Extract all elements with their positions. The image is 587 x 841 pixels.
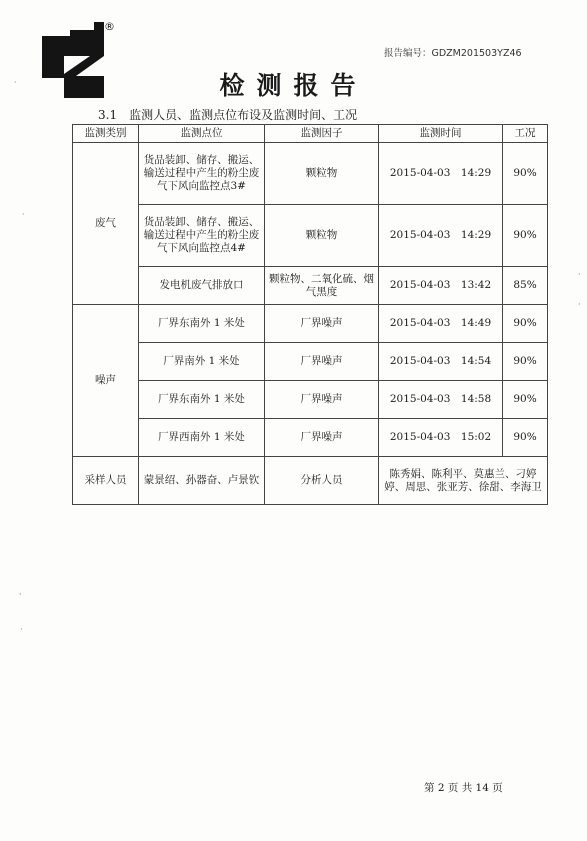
location-cell: 货品装卸、储存、搬运、输送过程中产生的粉尘废气下风向监控点4#: [139, 205, 265, 267]
factor-cell: 颗粒物: [265, 205, 379, 267]
report-number: 报告编号：GDZM201503YZ46: [384, 48, 522, 59]
factor-cell: 厂界噪声: [265, 305, 379, 343]
time-cell: 2015-04-03 14:29: [379, 205, 503, 267]
table-row: [73, 205, 548, 267]
location-cell: 发电机废气排放口: [139, 267, 265, 305]
table-header-row: [73, 125, 548, 143]
column-header: 监测时间: [379, 125, 503, 143]
condition-cell: 90%: [503, 205, 548, 267]
table-row: [73, 305, 548, 343]
section-number: 3.1: [98, 108, 118, 122]
condition-cell: 90%: [503, 381, 548, 419]
condition-cell: 85%: [503, 267, 548, 305]
factor-cell: 颗粒物、二氧化硫、烟气黑度: [265, 267, 379, 305]
table-row: [73, 381, 548, 419]
analysis-staff-label: 分析人员: [265, 457, 379, 505]
condition-cell: 90%: [503, 343, 548, 381]
location-cell: 厂界南外 1 米处: [139, 343, 265, 381]
location-cell: 厂界西南外 1 米处: [139, 419, 265, 457]
time-cell: 2015-04-03 14:58: [379, 381, 503, 419]
page-number: 第 2 页 共 14 页: [424, 782, 503, 794]
time-cell: 2015-04-03 15:02: [379, 419, 503, 457]
scan-speck: ·: [578, 300, 581, 309]
analysis-staff-names: 陈秀娟、陈利平、莫惠兰、刁婷婷、周思、张亚芳、徐甜、李海卫: [379, 457, 548, 505]
scan-speck: ·: [20, 625, 23, 634]
factor-cell: 厂界噪声: [265, 343, 379, 381]
condition-cell: 90%: [503, 419, 548, 457]
page-title: 检测报告: [219, 71, 368, 100]
location-cell: 厂界东南外 1 米处: [139, 381, 265, 419]
sampling-staff-names: 蒙景绍、孙器奋、卢景钦: [139, 457, 265, 505]
scan-speck: ·: [14, 78, 17, 87]
scan-speck: ·: [22, 210, 25, 219]
column-header: 监测类别: [73, 125, 139, 143]
category-cell: 废气: [73, 143, 139, 305]
staff-row: [73, 457, 548, 505]
time-cell: 2015-04-03 14:29: [379, 143, 503, 205]
condition-cell: 90%: [503, 143, 548, 205]
location-cell: 厂界东南外 1 米处: [139, 305, 265, 343]
factor-cell: 厂界噪声: [265, 381, 379, 419]
monitoring-table: [72, 124, 548, 505]
time-cell: 2015-04-03 14:54: [379, 343, 503, 381]
column-header: 监测因子: [265, 125, 379, 143]
location-cell: 货品装卸、储存、搬运、输送过程中产生的粉尘废气下风向监控点3#: [139, 143, 265, 205]
category-cell: 噪声: [73, 305, 139, 457]
sampling-staff-label: 采样人员: [73, 457, 139, 505]
registered-mark: ®: [104, 20, 115, 33]
column-header: 工况: [503, 125, 548, 143]
time-cell: 2015-04-03 14:49: [379, 305, 503, 343]
time-cell: 2015-04-03 13:42: [379, 267, 503, 305]
section-title: 监测人员、监测点位布设及监测时间、工况: [129, 108, 358, 122]
condition-cell: 90%: [503, 305, 548, 343]
table-row: [73, 143, 548, 205]
factor-cell: 颗粒物: [265, 143, 379, 205]
table-row: [73, 343, 548, 381]
section-heading: [98, 106, 357, 123]
scan-speck: ·: [578, 270, 581, 279]
table-row: [73, 419, 548, 457]
scan-speck: ·: [19, 590, 22, 599]
factor-cell: 厂界噪声: [265, 419, 379, 457]
table-row: [73, 267, 548, 305]
column-header: 监测点位: [139, 125, 265, 143]
